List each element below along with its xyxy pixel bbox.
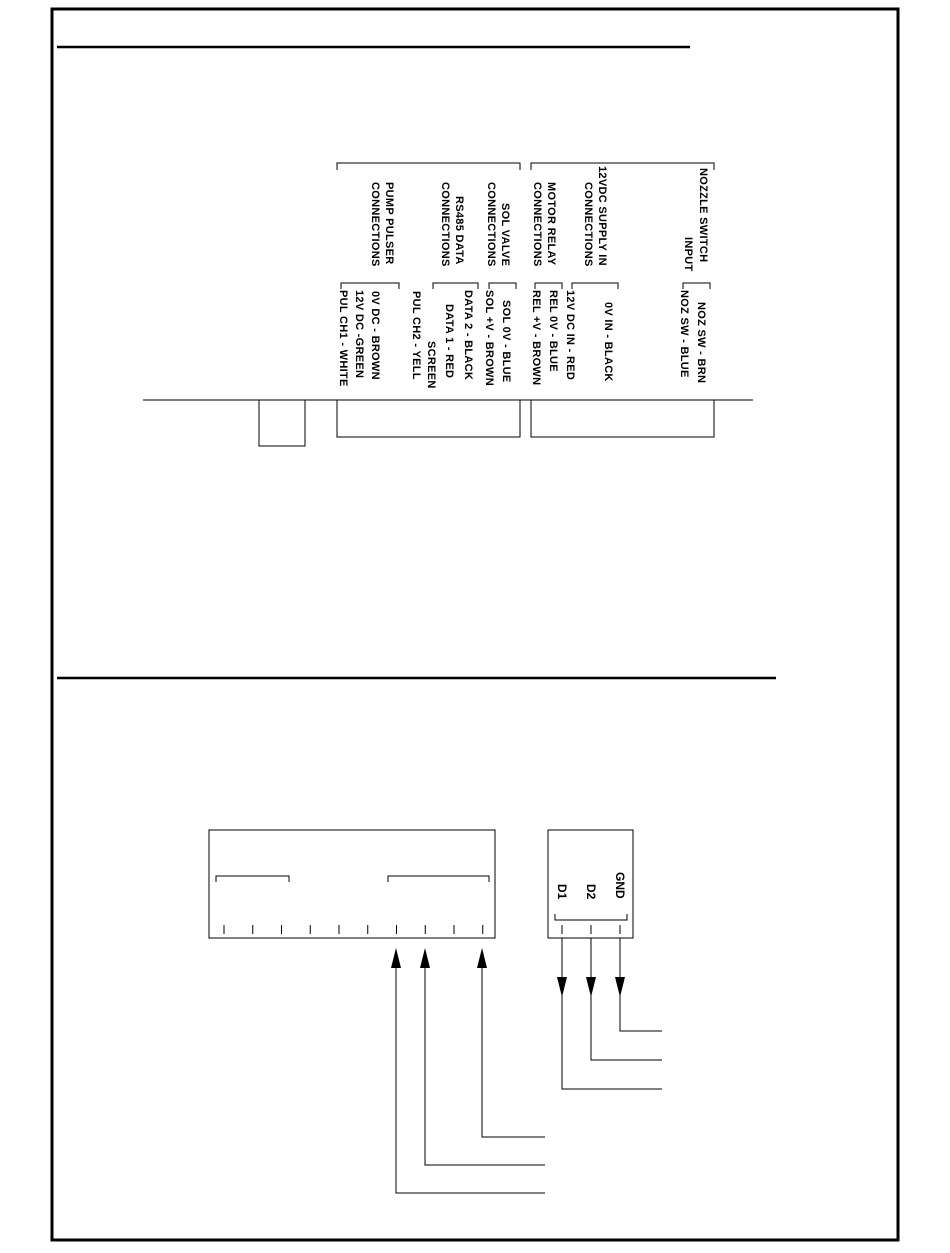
bracket-pump-pulser [341, 283, 399, 289]
wire-label-7: DATA 2 - BLACK [462, 290, 474, 381]
main-connector-bracket-right [388, 876, 489, 882]
group-label-motor-relay-line-1: MOTOR RELAY [545, 182, 557, 266]
wire-label-4: PUL CH2 - YELL [410, 291, 422, 380]
main-connector-pins [224, 925, 483, 934]
group-label-nozzle-switch-line-1: NOZZLE SWITCH [697, 168, 709, 263]
wire-label-14: NOZ SW - BLUE [678, 290, 690, 378]
wire-label-15: NOZ SW - BRN [695, 302, 707, 384]
terminal-block-right [531, 400, 714, 437]
group-label-pump-pulser-line-1: PUMP PULSER [383, 182, 395, 265]
wire-label-3: 0V DC - BROWN [369, 291, 381, 380]
lead-gnd [620, 938, 662, 1031]
top-bracket-right [531, 163, 714, 170]
top-bracket-left [337, 163, 520, 170]
lead-d1 [562, 938, 662, 1089]
wire-label-6: DATA 1 - RED [443, 304, 455, 379]
wire-label-8: SOL +V - BROWN [483, 290, 495, 386]
lead-main-1 [396, 968, 545, 1193]
wire-label-12: 12V DC IN - RED [564, 290, 576, 381]
bracket-nozzle-switch [683, 283, 710, 289]
lead-d2 [591, 938, 662, 1060]
bracket-sol-valve [489, 283, 516, 289]
wire-label-10: REL +V - BROWN [530, 290, 542, 386]
wire-label-2: 12V DC -GREEN [353, 290, 365, 379]
group-label-sol-valve-line-2: CONNECTIONS [485, 182, 497, 267]
wire-label-1: PUL CH1 - WHITE [337, 290, 349, 387]
small-connector-box [259, 400, 305, 446]
wire-label-11: REL 0V - BLUE [547, 290, 559, 372]
page-border [52, 9, 898, 1240]
data-connector-bracket [555, 914, 627, 920]
group-label-rs485-line-2: CONNECTIONS [439, 182, 451, 267]
main-connector-body [209, 830, 495, 938]
wire-label-9: SOL 0V - BLUE [500, 300, 512, 383]
wire-label-13: 0V IN - BLACK [602, 302, 614, 382]
group-label-nozzle-switch-line-2: INPUT [682, 237, 694, 272]
terminal-label-d2: D2 [584, 884, 598, 900]
group-label-sol-valve-line-1: SOL VALVE [499, 203, 511, 267]
arrow-up-1 [391, 948, 401, 968]
group-label-supply-12vdc-line-2: CONNECTIONS [582, 182, 594, 267]
terminal-label-gnd: GND [613, 872, 627, 899]
terminal-label-d1: D1 [555, 884, 569, 900]
bracket-12vdc-supply [572, 283, 618, 289]
lead-main-2 [425, 968, 545, 1165]
group-label-motor-relay-line-2: CONNECTIONS [531, 182, 543, 267]
lead-main-3 [482, 968, 545, 1137]
group-label-supply-12vdc-line-1: 12VDC SUPPLY IN [596, 166, 608, 266]
group-label-pump-pulser-line-2: CONNECTIONS [369, 182, 381, 267]
terminal-block-left [337, 400, 520, 437]
main-connector-bracket-left [216, 876, 289, 882]
group-label-rs485-line-1: RS485 DATA [453, 196, 465, 265]
wire-label-5: SCREEN [425, 341, 437, 389]
arrow-up-2 [420, 948, 430, 968]
arrow-up-3 [477, 948, 487, 968]
bracket-rs485 [433, 283, 478, 289]
bracket-motor-relay [535, 283, 562, 289]
lower-diagram [209, 830, 662, 1193]
upper-diagram [143, 163, 753, 446]
